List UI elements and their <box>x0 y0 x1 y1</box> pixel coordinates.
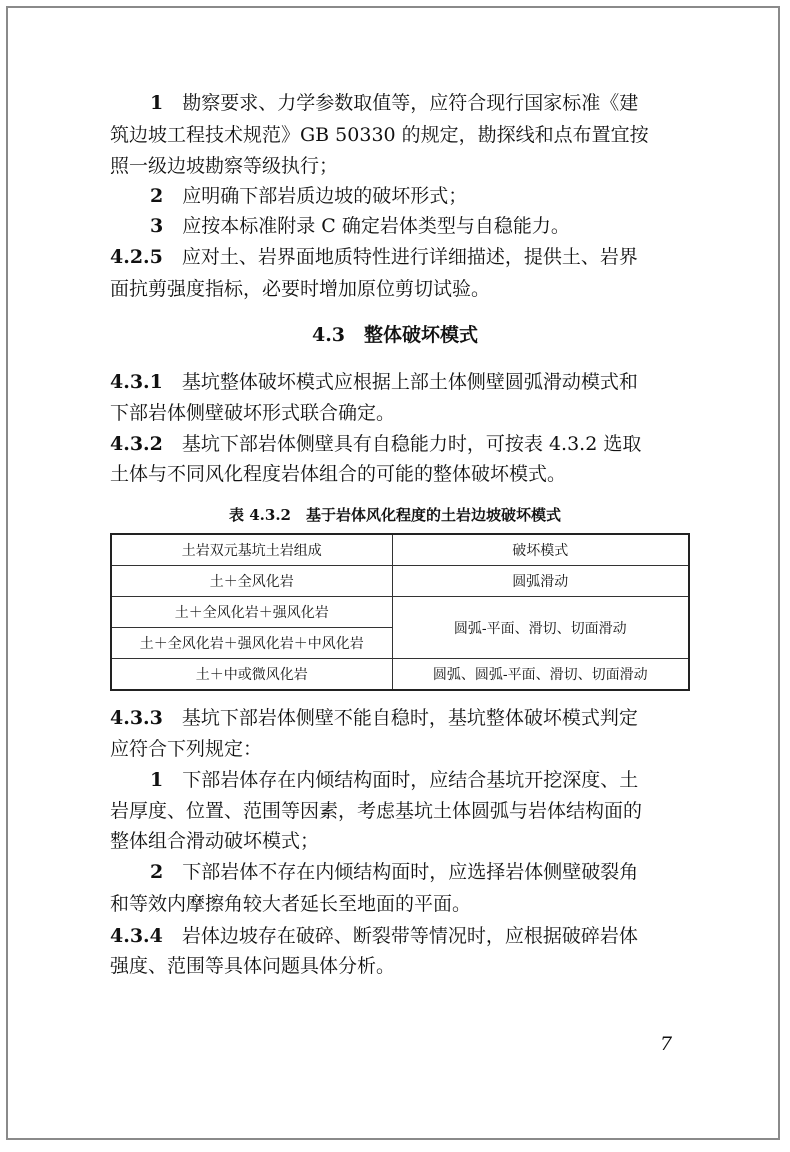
clause-4-3-3-line2: 应符合下列规定： <box>110 738 263 760</box>
sub-item1-line3: 整体组合滑动破坏模式； <box>110 830 320 852</box>
page-number: 7 <box>660 1033 673 1055</box>
intro-item2: 2 应明确下部岩质边坡的破坏形式； <box>150 185 468 207</box>
table-caption: 表 4.3.2 基于岩体风化程度的土岩边坡破坏模式 <box>229 506 561 524</box>
intro-item1-line2: 筑边坡工程技术规范》GB 50330 的规定，勘探线和点布置宜按 <box>110 124 649 146</box>
table-header-cell: 土岩双元基坑土岩组成 <box>111 534 392 566</box>
table-row <box>111 597 689 628</box>
clause-4-2-5-line2: 面抗剪强度指标，必要时增加原位剪切试验。 <box>110 278 491 300</box>
table-cell: 圆弧滑动 <box>392 566 689 597</box>
section-title: 4.3 整体破坏模式 <box>311 324 479 346</box>
clause-4-3-3-line1: 4.3.3 基坑下部岩体侧壁不能自稳时，基坑整体破坏模式判定 <box>110 707 638 729</box>
table-cell: 土＋全风化岩＋强风化岩＋中风化岩 <box>111 628 392 659</box>
clause-4-3-2-line2: 土体与不同风化程度岩体组合的可能的整体破坏模式。 <box>110 463 567 485</box>
table-header-cell: 破坏模式 <box>392 534 689 566</box>
table-cell: 土＋全风化岩＋强风化岩 <box>111 597 392 628</box>
sub-item1-line2: 岩厚度、位置、范围等因素，考虑基坑土体圆弧与岩体结构面的 <box>110 800 643 822</box>
failure-mode-table <box>110 533 690 691</box>
table-cell: 土＋全风化岩 <box>111 566 392 597</box>
intro-item1-line1: 1 勘察要求、力学参数取值等，应符合现行国家标准《建 <box>150 92 639 114</box>
sub-item1-line1: 1 下部岩体存在内倾结构面时，应结合基坑开挖深度、土 <box>150 769 639 791</box>
clause-4-3-1-line2: 下部岩体侧壁破坏形式联合确定。 <box>110 402 396 424</box>
clause-4-3-4-line1: 4.3.4 岩体边坡存在破碎、断裂带等情况时，应根据破碎岩体 <box>110 925 638 947</box>
intro-item3: 3 应按本标准附录 C 确定岩体类型与自稳能力。 <box>150 215 570 237</box>
table-row <box>111 659 689 691</box>
intro-item1-line3: 照一级边坡勘察等级执行； <box>110 155 339 177</box>
sub-item2-line1: 2 下部岩体不存在内倾结构面时，应选择岩体侧壁破裂角 <box>150 861 639 883</box>
table-cell-merged: 圆弧-平面、滑切、切面滑动 <box>392 597 689 659</box>
table-header-row <box>111 534 689 566</box>
clause-4-2-5-line1: 4.2.5 应对土、岩界面地质特性进行详细描述，提供土、岩界 <box>110 246 638 268</box>
sub-item2-line2: 和等效内摩擦角较大者延长至地面的平面。 <box>110 893 472 915</box>
table-cell: 圆弧、圆弧-平面、滑切、切面滑动 <box>392 659 689 691</box>
clause-4-3-2-line1: 4.3.2 基坑下部岩体侧壁具有自稳能力时，可按表 4.3.2 选取 <box>110 433 642 455</box>
clause-4-3-1-line1: 4.3.1 基坑整体破坏模式应根据上部土体侧壁圆弧滑动模式和 <box>110 371 638 393</box>
table-cell: 土＋中或微风化岩 <box>111 659 392 691</box>
clause-4-3-4-line2: 强度、范围等具体问题具体分析。 <box>110 955 396 977</box>
table-row <box>111 566 689 597</box>
